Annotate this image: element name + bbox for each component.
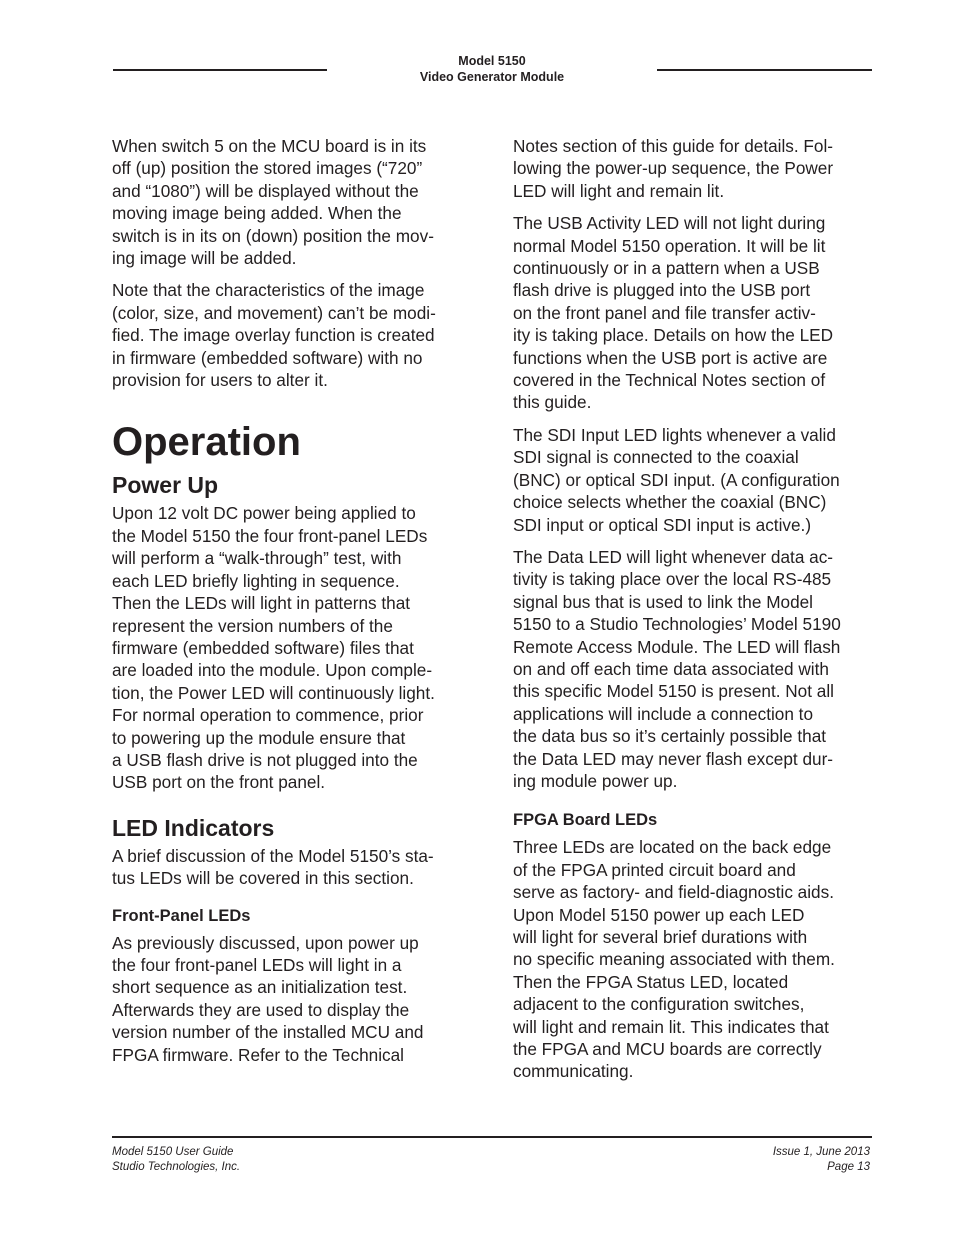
footer-issue: Issue 1, June 2013	[772, 1146, 870, 1158]
heading-led-indicators: LED Indicators	[112, 814, 275, 841]
heading-power-up: Power Up	[112, 472, 219, 499]
paragraph-image-characteristics: Note that the characteristics of the image (color, size, and movement) can’t be modi- fied. The image overlay function is created in firmware (embedded software) with no provision for users to alter it.	[112, 280, 436, 391]
footer-right	[773, 1145, 870, 1175]
footer-rule	[112, 1136, 872, 1138]
paragraph-switch5: When switch 5 on the MCU board is in its off (up) position the stored images (“720” and “1080”) will be displayed without the moving image being added. When the switch is in its on (down) position the mov- ing image will be added.	[112, 136, 434, 269]
right-column	[513, 135, 873, 1093]
paragraph-led-intro: A brief discussion of the Model 5150’s sta- tus LEDs will be covered in this section.	[112, 845, 434, 889]
paragraph-fpga-board-leds: Three LEDs are located on the back edge of the FPGA printed circuit board and serve as factory- and field-diagnostic aids. Upon Model 5150 power up each LED will light for several brief durations with no specific meaning associated with them. Then the FPGA Status LED, located adjacent to the configuration switches, will light and remain lit. This indicates that the FPGA and MCU boards are correctly communicating.	[513, 837, 835, 1082]
running-header	[330, 53, 654, 85]
header-rule-left	[113, 69, 327, 71]
footer-left	[112, 1145, 240, 1175]
header-rule-right	[657, 69, 872, 71]
header-subtitle: Video Generator Module	[419, 70, 565, 84]
paragraph-sdi-input-led: The SDI Input LED lights whenever a valid SDI signal is connected to the coaxial (BNC) or optical SDI input. (A configuration choice selects whether the coaxial (BNC) SDI input or optical SDI input is active.)	[513, 424, 840, 535]
footer-company: Studio Technologies, Inc.	[112, 1161, 241, 1173]
heading-front-panel-leds: Front-Panel LEDs	[112, 906, 251, 925]
footer-page-number: Page 13	[827, 1161, 870, 1173]
paragraph-power-up: Upon 12 volt DC power being applied to the Model 5150 the four front-panel LEDs will perform a “walk-through” test, with each LED briefly lighting in sequence. Then the LEDs will light in patterns that represent the version numbers of the firmware (embedded software) files that are loaded into the module. Upon comple- tion, the Power LED will continuously light. For normal operation to commence, prior to powering up the module ensure that a USB flash drive is not plugged into the USB port on the front panel.	[112, 503, 435, 793]
paragraph-power-led: Notes section of this guide for details. Fol- lowing the power-up sequence, the Power LED will light and remain lit.	[513, 136, 834, 201]
left-column	[112, 135, 472, 1076]
heading-operation: Operation	[112, 420, 301, 465]
footer-guide-title: Model 5150 User Guide	[112, 1146, 234, 1158]
heading-fpga-board-leds: FPGA Board LEDs	[513, 811, 658, 830]
header-model: Model 5150	[458, 54, 526, 68]
paragraph-usb-activity-led: The USB Activity LED will not light during normal Model 5150 operation. It will be lit continuously or in a pattern when a USB flash drive is plugged into the USB port on the front panel and file transfer activ- ity is taking place. Details on how the LED functions when the USB port is active are covered in the Technical Notes section of this guide.	[513, 213, 834, 413]
paragraph-front-panel-leds: As previously discussed, upon power up the four front-panel LEDs will light in a short sequence as an initialization test. Afterwards they are used to display the version number of the installed MCU and FPGA firmware. Refer to the Technical	[112, 932, 424, 1065]
paragraph-data-led: The Data LED will light whenever data ac- tivity is taking place over the local RS-485 signal bus that is used to link the Model 5150 to a Studio Technologies’ Model 5190 Remote Access Module. The LED will flash on and off each time data associated with this specific Model 5150 is present. Not all applications will include a connection to the data bus so it’s certainly possible that the Data LED may never flash except dur- ing module power up.	[513, 546, 841, 791]
